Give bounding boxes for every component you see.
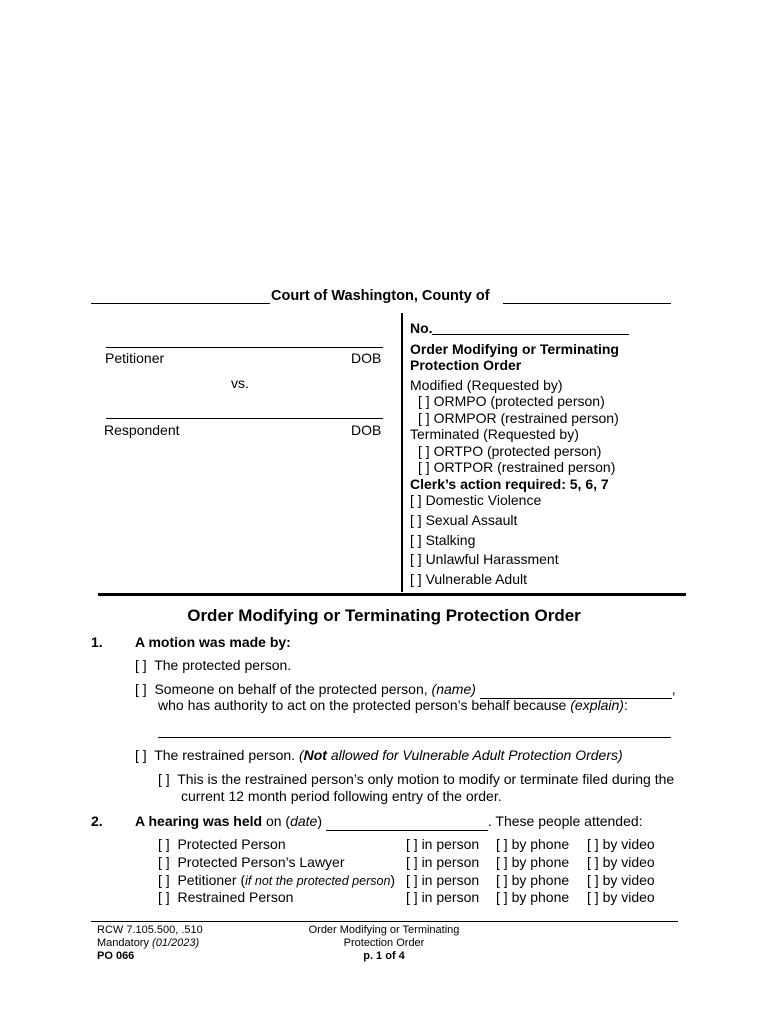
petitioner-dob-label: DOB [351,350,382,366]
order-type-label: Domestic Violence [425,492,542,508]
ormpor-label: ORMPOR (restrained person) [433,410,619,426]
order-type-label: Vulnerable Adult [425,571,528,587]
checkbox[interactable]: [ ] [135,681,147,697]
footer-mandatory: Mandatory (01/2023) [97,937,200,949]
order-type-label: Sexual Assault [425,512,518,528]
hearing-date-field[interactable] [326,813,488,831]
caption-bottom-rule [98,593,686,596]
case-box-title-2: Protection Order [410,357,522,373]
motion-by-protected-person[interactable] [135,657,291,674]
motion-by-restrained-person[interactable] [135,747,623,764]
mode-in-person-row-2[interactable]: [ ] in person [406,854,480,870]
respondent-signature-line[interactable] [106,418,383,419]
checkbox[interactable]: [ ] [410,492,422,508]
attendee-protected-lawyer[interactable] [158,854,345,871]
page-title: Order Modifying or Terminating Protection Order [187,606,581,625]
checkbox[interactable]: [ ] [418,393,430,409]
behalf-explain-field[interactable] [158,737,671,738]
section-2-number: 2. [91,813,103,829]
attendee-label: Restrained Person [177,889,294,905]
checkbox[interactable]: [ ] [410,551,422,567]
checkbox[interactable]: [ ] [418,443,430,459]
mode-by-video-row-3[interactable]: [ ] by video [587,872,655,888]
mode-by-phone-row-1[interactable]: [ ] by phone [496,836,570,852]
restrained-note: (Not allowed for Vulnerable Adult Protection Orders) [298,747,623,763]
clerk-action-label: Clerk’s action required: 5, 6, 7 [410,476,609,492]
attendee-label: Petitioner ( [177,872,246,888]
mode-by-phone-row-2[interactable]: [ ] by phone [496,854,570,870]
option-label: The restrained person. [154,747,296,763]
mode-by-video-row-4[interactable]: [ ] by video [587,889,655,905]
respondent-dob-label: DOB [351,422,382,438]
checkbox[interactable]: [ ] [418,459,430,475]
mode-in-person-row-3[interactable]: [ ] in person [406,872,480,888]
ormpo-option[interactable] [418,393,605,410]
mode-in-person-row-4[interactable]: [ ] in person [406,889,480,905]
checkbox[interactable]: [ ] [158,872,170,888]
order-type-sexual-assault[interactable] [410,512,517,529]
caption-divider [401,313,403,592]
option-label: The protected person. [154,657,292,673]
only-motion-label: This is the restrained person’s only motion to modify or terminate filed during the [177,771,675,787]
order-type-stalking[interactable] [410,532,475,549]
attendee-restrained-person[interactable] [158,889,293,906]
order-type-label: Stalking [425,532,476,548]
authority-text: who has authority to act on the protected person’s behalf because [158,697,567,713]
mode-by-phone-row-4[interactable]: [ ] by phone [496,889,570,905]
attendee-protected-person[interactable] [158,836,286,853]
versus-label: vs. [231,375,249,391]
checkbox[interactable]: [ ] [410,512,422,528]
motion-by-behalf[interactable]: [ ] Someone on behalf of the protected person, (name) , [135,681,676,697]
ortpo-label: ORTPO (protected person) [433,443,602,459]
petitioner-signature-line[interactable] [106,347,383,348]
section-2-heading: A hearing was held on (date) . These people attended: [135,813,643,829]
checkbox[interactable]: [ ] [410,532,422,548]
footer-page-number: p. 1 of 4 [363,950,405,962]
explain-prompt: (explain) [570,697,624,713]
order-type-domestic-violence[interactable] [410,492,541,509]
case-box-title-1: Order Modifying or Terminating [410,341,619,357]
footer-rule [91,921,678,922]
footer-rcw: RCW 7.105.500, .510 [97,924,203,936]
modified-label: Modified (Requested by) [410,377,563,393]
mode-by-phone-row-3[interactable]: [ ] by phone [496,872,570,888]
checkbox[interactable]: [ ] [418,410,430,426]
footer-form-number: PO 066 [97,950,135,962]
petitioner-label: Petitioner [105,350,165,366]
county-name-blank[interactable] [503,303,671,304]
court-heading: Court of Washington, County of [271,288,490,304]
footer-title-1: Order Modifying or Terminating [308,924,460,936]
attendee-label: Protected Person’s Lawyer [177,854,345,870]
name-prompt: (name) [431,681,476,697]
only-motion-label-cont: current 12 month period following entry of the order. [181,788,502,804]
checkbox[interactable]: [ ] [135,747,147,763]
county-blank-left[interactable] [91,303,270,304]
option-label: Someone on behalf of the protected person, [154,681,428,697]
ortpo-option[interactable] [418,443,601,460]
checkbox[interactable]: [ ] [158,854,170,870]
order-type-label: Unlawful Harassment [425,551,559,567]
case-number-label: No. [410,320,433,336]
section-1-heading: A motion was made by: [135,634,291,650]
attendee-label: Protected Person [177,836,286,852]
footer-title-2: Protection Order [343,937,425,949]
ormpo-label: ORMPO (protected person) [433,393,605,409]
ortpor-option[interactable] [418,459,615,476]
terminated-label: Terminated (Requested by) [410,426,579,442]
checkbox[interactable]: [ ] [410,571,422,587]
checkbox[interactable]: [ ] [158,836,170,852]
checkbox[interactable]: [ ] [158,771,170,787]
respondent-label: Respondent [104,422,180,438]
checkbox[interactable]: [ ] [158,889,170,905]
checkbox[interactable]: [ ] [135,657,147,673]
case-number-field[interactable] [432,334,629,335]
order-type-unlawful-harassment[interactable] [410,551,559,568]
ortpor-label: ORTPOR (restrained person) [433,459,616,475]
order-type-vulnerable-adult[interactable] [410,571,527,588]
section-1-number: 1. [91,634,103,650]
attendee-note: if not the protected person [245,874,391,888]
only-motion-option[interactable] [158,771,674,788]
behalf-authority-line: who has authority to act on the protected person’s behalf because (explain): [158,697,628,713]
mode-by-video-row-2[interactable]: [ ] by video [587,854,655,870]
mode-in-person-row-1[interactable]: [ ] in person [406,836,480,852]
mode-by-video-row-1[interactable]: [ ] by video [587,836,655,852]
attendee-petitioner[interactable]: [ ] Petitioner (if not the protected person) [158,872,396,888]
ormpor-option[interactable] [418,410,619,427]
